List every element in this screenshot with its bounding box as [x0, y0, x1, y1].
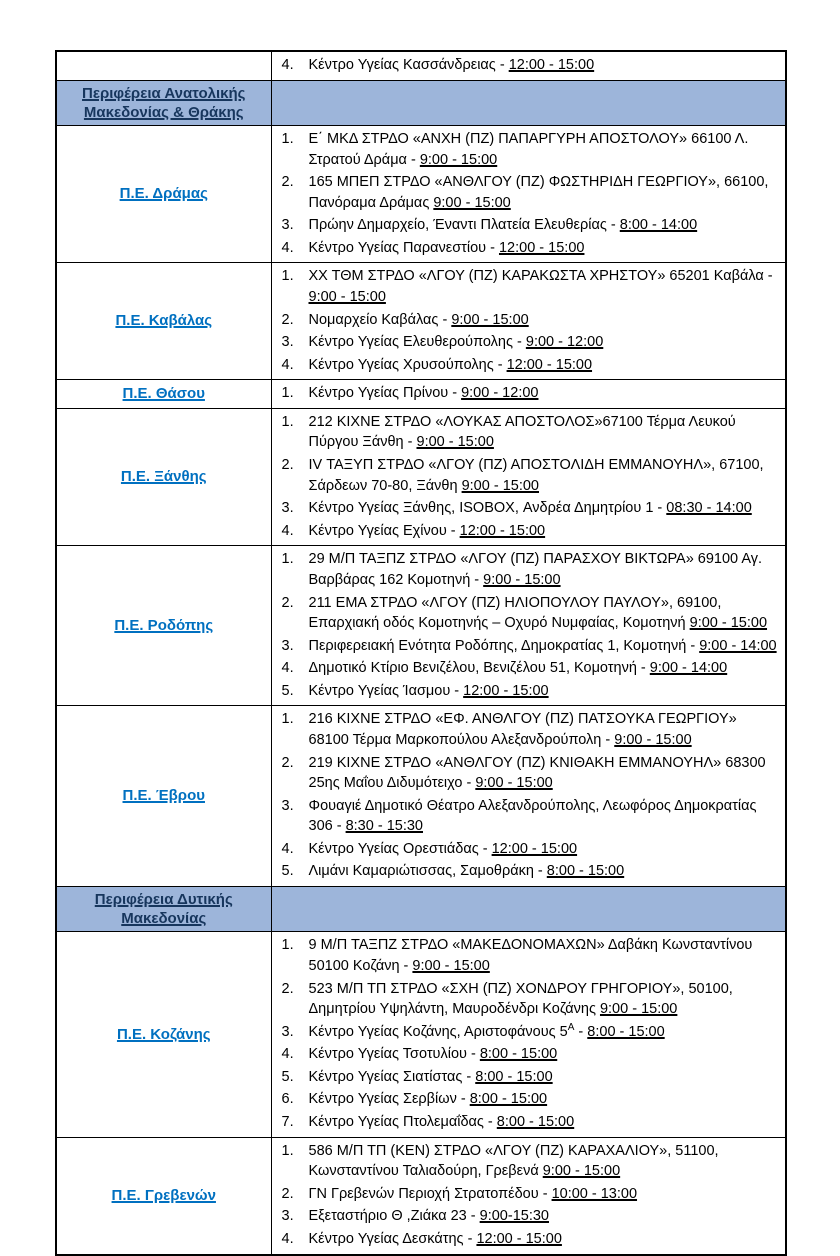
- site-item: [282, 171, 778, 214]
- site-text: IV ΤΑΞΥΠ ΣΤΡΔΟ «ΛΓΟΥ (ΠΖ) ΑΠΟΣΤΟΛΙΔΗ ΕΜΜΑΝΟΥΗΛ», 67100, Σάρδεων 70-80, Ξάνθη 9:00 - 15:00: [308, 457, 764, 494]
- site-item: [282, 382, 778, 405]
- site-hours: 8:30 - 15:30: [345, 818, 423, 835]
- site-text: 211 ΕΜΑ ΣΤΡΔΟ «ΛΓΟΥ (ΠΖ) ΗΛΙΟΠΟΥΛΟΥ ΠΑΥΛΟΥ», 69100, Επαρχιακή οδός Κομοτηνής – Οχυρό Νυμφαίας, Κομοτηνή 9:00 - 15:00: [308, 594, 768, 632]
- site-text: Κέντρο Υγείας Ίασμου - 12:00 - 15:00: [308, 682, 549, 699]
- site-number: 3.: [281, 500, 294, 517]
- site-item: [282, 309, 778, 332]
- site-hours: 9:00 - 12:00: [461, 385, 539, 402]
- site-hours: 9:00 - 15:00: [416, 434, 494, 451]
- region-link[interactable]: Π.Ε. Ξάνθης: [120, 468, 207, 486]
- region-row: [56, 546, 786, 706]
- site-hours: 9:00 - 15:00: [412, 957, 490, 974]
- site-hours: 12:00 - 15:00: [476, 1230, 562, 1247]
- site-item: [282, 860, 778, 883]
- region-row: [56, 706, 786, 887]
- site-number: 6.: [281, 1091, 294, 1108]
- site-number: 2.: [281, 754, 294, 771]
- site-hours: 10:00 - 13:00: [551, 1185, 638, 1202]
- site-number: 1.: [281, 551, 294, 568]
- site-hours: 9:00 - 15:00: [483, 571, 561, 588]
- region-header-cell-spacer: [271, 80, 786, 125]
- region-name-cell: [56, 408, 271, 545]
- site-item: [282, 1183, 778, 1206]
- site-item: [282, 934, 778, 977]
- site-text: Εξεταστήριο Θ ,Ζιάκα 23 - 9:00-15:30: [308, 1208, 549, 1225]
- site-list: [271, 1137, 786, 1254]
- site-number: 1.: [281, 413, 294, 430]
- site-text: Κέντρο Υγείας Ελευθερούπολης - 9:00 - 12:00: [308, 334, 604, 351]
- site-item: [282, 331, 778, 354]
- site-number: 5.: [281, 863, 294, 880]
- site-list: [271, 408, 786, 545]
- site-text: Κέντρο Υγείας Τσοτυλίου - 8:00 - 15:00: [308, 1046, 558, 1063]
- site-number: 2.: [281, 174, 294, 191]
- site-list: [271, 380, 786, 409]
- region-name-cell: [56, 125, 271, 262]
- region-name-cell: [56, 546, 271, 706]
- region-name-cell: [56, 932, 271, 1137]
- site-text: Νομαρχείο Καβάλας - 9:00 - 15:00: [308, 311, 529, 328]
- site-number: 1.: [281, 711, 294, 728]
- site-text: Πρώην Δημαρχείο, Έναντι Πλατεία Ελευθερίας - 8:00 - 14:00: [308, 217, 698, 234]
- site-text: ΧΧ ΤΘΜ ΣΤΡΔΟ «ΛΓΟΥ (ΠΖ) ΚΑΡΑΚΩΣΤΑ ΧΡΗΣΤΟΥ» 65201 Καβάλα - 9:00 - 15:00: [308, 268, 773, 305]
- site-number: 2.: [281, 980, 294, 997]
- site-text: Δημοτικό Κτίριο Βενιζέλου, Βενιζέλου 51, Κομοτηνή - 9:00 - 14:00: [308, 660, 728, 677]
- site-item: [282, 657, 778, 680]
- site-list: [271, 263, 786, 380]
- region-header-cell: [56, 80, 271, 125]
- site-hours: 9:00 - 15:00: [308, 289, 386, 305]
- region-link[interactable]: Π.Ε. Γρεβενών: [111, 1186, 216, 1204]
- region-name-cell: [56, 1137, 271, 1254]
- site-number: 4.: [281, 522, 294, 539]
- region-row: [56, 932, 786, 1137]
- site-text: 212 ΚΙΧΝΕ ΣΤΡΔΟ «ΛΟΥΚΑΣ ΑΠΟΣΤΟΛΟΣ»67100 Τέρμα Λευκού Πύργου Ξάνθη - 9:00 - 15:00: [308, 413, 736, 451]
- region-header-label: Περιφέρεια Δυτικής Μακεδονίας: [94, 891, 233, 928]
- region-name-cell: [56, 380, 271, 409]
- site-hours: 8:00 - 15:00: [469, 1091, 548, 1108]
- site-hours: 12:00 - 15:00: [508, 57, 595, 73]
- site-text: Κέντρο Υγείας Παρανεστίου - 12:00 - 15:00: [308, 239, 585, 256]
- site-item: [282, 708, 778, 751]
- site-hours: 9:00 - 15:00: [433, 194, 511, 211]
- site-number: 2.: [281, 594, 294, 611]
- site-item: [282, 1066, 778, 1089]
- site-number: 2.: [281, 457, 294, 474]
- site-text: Περιφερειακή Ενότητα Ροδόπης, Δημοκρατίας 1, Κομοτηνή - 9:00 - 14:00: [308, 637, 777, 654]
- site-item: [282, 795, 778, 838]
- region-name-cell: [56, 51, 271, 80]
- site-number: 7.: [281, 1114, 294, 1131]
- site-text: Κέντρο Υγείας Πτολεμαΐδας - 8:00 - 15:00: [308, 1114, 575, 1131]
- site-item: [282, 1111, 778, 1134]
- site-text: Λιμάνι Καμαριώτισσας, Σαμοθράκη - 8:00 - 15:00: [308, 863, 625, 880]
- site-text: 523 Μ/Π ΤΠ ΣΤΡΔΟ «ΣΧΗ (ΠΖ) ΧΟΝΔΡΟΥ ΓΡΗΓΟΡΙΟΥ», 50100, Δημητρίου Υψηλάντη, Μαυροδένδρι Κοζάνης 9:00 - 15:00: [308, 980, 733, 1018]
- site-number: 4.: [281, 57, 294, 73]
- site-number: 4.: [281, 239, 294, 256]
- site-hours: 08:30 - 14:00: [666, 500, 752, 517]
- site-item: [282, 635, 778, 658]
- site-list: [271, 706, 786, 887]
- site-item: [282, 497, 778, 520]
- site-item: [282, 265, 778, 308]
- site-item: [282, 1021, 778, 1044]
- site-list: [271, 125, 786, 262]
- site-number: 4.: [281, 1230, 294, 1247]
- site-number: 3.: [281, 637, 294, 654]
- site-text: 216 ΚΙΧΝΕ ΣΤΡΔΟ «ΕΦ. ΑΝΘΛΓΟΥ (ΠΖ) ΠΑΤΣΟΥΚΑ ΓΕΩΡΓΙΟΥ» 68100 Τέρμα Μαρκοπούλου Αλεξανδρούπολη - 9:00 - 15:00: [308, 711, 737, 748]
- region-header-row: [56, 887, 786, 932]
- site-hours: 8:00 - 15:00: [496, 1114, 575, 1131]
- site-text: 29 Μ/Π ΤΑΞΠΖ ΣΤΡΔΟ «ΛΓΟΥ (ΠΖ) ΠΑΡΑΣΧΟΥ ΒΙΚΤΩΡΑ» 69100 Αγ. Βαρβάρας 162 Κομοτηνή - 9:00 - 15:00: [308, 551, 763, 588]
- site-number: 1.: [281, 1142, 294, 1159]
- site-list: [271, 51, 786, 80]
- site-text: Κέντρο Υγείας Χρυσούπολης - 12:00 - 15:00: [308, 356, 593, 373]
- region-header-row: [56, 80, 786, 125]
- site-text: Κέντρο Υγείας Σερβίων - 8:00 - 15:00: [308, 1091, 548, 1108]
- region-row: [56, 263, 786, 380]
- site-number: 1.: [281, 385, 294, 402]
- site-text: Κέντρο Υγείας Πρίνου - 9:00 - 12:00: [308, 385, 539, 402]
- site-item: [282, 1043, 778, 1066]
- site-number: 1.: [281, 268, 294, 285]
- site-item: [282, 1140, 778, 1183]
- site-hours: 9:00 - 15:00: [419, 151, 498, 168]
- site-item: [282, 454, 778, 497]
- site-item: [282, 978, 778, 1021]
- site-text: 586 Μ/Π ΤΠ (ΚΕΝ) ΣΤΡΔΟ «ΛΓΟΥ (ΠΖ) ΚΑΡΑΧΑΛΙΟΥ», 51100, Κωνσταντίνου Ταλιαδούρη, Γρεβενά 9:00 - 15:00: [308, 1142, 719, 1180]
- site-number: 5.: [281, 1068, 294, 1085]
- site-number: 3.: [281, 1023, 294, 1040]
- site-hours: 8:00 - 14:00: [619, 217, 698, 234]
- site-hours: 9:00 - 15:00: [542, 1163, 621, 1180]
- site-text: 9 Μ/Π ΤΑΞΠΖ ΣΤΡΔΟ «ΜΑΚΕΔΟΝΟΜΑΧΩΝ» Δαβάκη Κωνσταντίνου 50100 Κοζάνη - 9:00 - 15:00: [308, 937, 753, 974]
- site-item: [282, 214, 778, 237]
- site-item: [282, 237, 778, 260]
- site-hours: 12:00 - 15:00: [498, 239, 585, 256]
- site-hours: 9:00 - 15:00: [689, 615, 768, 632]
- site-number: 1.: [281, 130, 294, 147]
- site-hours: 9:00 - 12:00: [525, 334, 604, 351]
- site-item: [282, 592, 778, 635]
- region-header-cell-spacer: [271, 887, 786, 932]
- site-number: 3.: [281, 217, 294, 234]
- region-link[interactable]: Π.Ε. Έβρου: [122, 787, 205, 805]
- region-row: [56, 51, 786, 80]
- site-text: Φουαγιέ Δημοτικό Θέατρο Αλεξανδρούπολης, Λεωφόρος Δημοκρατίας 306 - 8:30 - 15:30: [308, 797, 757, 835]
- regions-table-body: [56, 51, 786, 1255]
- region-name-cell: [56, 263, 271, 380]
- site-hours: 8:00 - 15:00: [587, 1023, 665, 1040]
- site-hours: 9:00 - 14:00: [649, 660, 728, 677]
- site-item: [282, 128, 778, 171]
- site-item: [282, 1205, 778, 1228]
- site-hours: 8:00 - 15:00: [546, 863, 625, 880]
- site-item: [282, 680, 778, 703]
- site-text: 219 ΚΙΧΝΕ ΣΤΡΔΟ «ΑΝΘΛΓΟΥ (ΠΖ) ΚΝΙΘΑΚΗ ΕΜΜΑΝΟΥΗΛ» 68300 25ης Μαΐου Διδυμότειχο - 9:00 - 15:00: [308, 754, 766, 792]
- site-hours: 8:00 - 15:00: [479, 1046, 558, 1063]
- site-number: 3.: [281, 797, 294, 814]
- site-item: [282, 520, 778, 543]
- site-list: [271, 932, 786, 1137]
- site-number: 3.: [281, 1208, 294, 1225]
- site-text: ΓΝ Γρεβενών Περιοχή Στρατοπέδου - 10:00 - 13:00: [308, 1185, 638, 1202]
- site-item: [282, 354, 778, 377]
- site-number: 2.: [281, 311, 294, 328]
- region-header-label: Περιφέρεια Ανατολικής Μακεδονίας & Θράκης: [82, 84, 246, 121]
- site-hours: 9:00 - 15:00: [461, 477, 539, 494]
- site-number: 2.: [281, 1185, 294, 1202]
- site-text: Κέντρο Υγείας Δεσκάτης - 12:00 - 15:00: [308, 1230, 562, 1247]
- site-item: [282, 54, 778, 77]
- superscript: Α: [567, 1021, 575, 1033]
- site-text: Κέντρο Υγείας Κοζάνης, Αριστοφάνους $5^A$ - 8:00 - 15:00: [308, 1021, 665, 1040]
- region-row: [56, 380, 786, 409]
- site-text: 165 ΜΠΕΠ ΣΤΡΔΟ «ΑΝΘΛΓΟΥ (ΠΖ) ΦΩΣΤΗΡΙΔΗ ΓΕΩΡΓΙΟΥ», 66100, Πανόραμα Δράμας 9:00 - 15:00: [308, 174, 769, 211]
- region-link[interactable]: Π.Ε. Ροδόπης: [114, 616, 214, 634]
- site-hours: 12:00 - 15:00: [491, 840, 578, 857]
- site-item: [282, 548, 778, 591]
- site-number: 1.: [281, 937, 294, 954]
- site-hours: 8:00 - 15:00: [475, 1068, 553, 1085]
- site-number: 4.: [281, 840, 294, 857]
- region-link[interactable]: Π.Ε. Καβάλας: [115, 312, 213, 330]
- site-text: Κέντρο Υγείας Σιατίστας - 8:00 - 15:00: [308, 1068, 553, 1085]
- site-number: 4.: [281, 1046, 294, 1063]
- region-link[interactable]: Π.Ε. Κοζάνης: [116, 1025, 211, 1043]
- site-text: Κέντρο Υγείας Ξάνθης, ISOBOX, Ανδρέα Δημητρίου 1 - 08:30 - 14:00: [308, 500, 752, 517]
- site-item: [282, 1088, 778, 1111]
- site-hours: 9:00-15:30: [479, 1208, 549, 1225]
- region-row: [56, 125, 786, 262]
- region-header-cell: [56, 887, 271, 932]
- site-hours: 9:00 - 15:00: [599, 1001, 678, 1018]
- site-hours: 9:00 - 15:00: [451, 311, 529, 328]
- site-item: [282, 752, 778, 795]
- site-text: Κέντρο Υγείας Εχίνου - 12:00 - 15:00: [308, 522, 546, 539]
- site-number: 4.: [281, 660, 294, 677]
- site-number: 3.: [281, 334, 294, 351]
- site-text: Κέντρο Υγείας Κασσάνδρειας - 12:00 - 15:00: [308, 57, 595, 73]
- site-hours: 9:00 - 15:00: [475, 775, 553, 792]
- site-item: [282, 411, 778, 454]
- site-item: [282, 1228, 778, 1251]
- region-row: [56, 408, 786, 545]
- region-link[interactable]: Π.Ε. Θάσου: [122, 385, 205, 403]
- site-list: [271, 546, 786, 706]
- site-number: 5.: [281, 682, 294, 699]
- regions-table: [55, 50, 787, 1256]
- site-hours: 12:00 - 15:00: [463, 682, 549, 699]
- site-hours: 12:00 - 15:00: [506, 356, 593, 373]
- site-text: Κέντρο Υγείας Ορεστιάδας - 12:00 - 15:00: [308, 840, 578, 857]
- region-link[interactable]: Π.Ε. Δράμας: [119, 185, 208, 203]
- site-hours: 9:00 - 14:00: [699, 637, 777, 654]
- site-number: 4.: [281, 356, 294, 373]
- site-hours: 12:00 - 15:00: [459, 522, 546, 539]
- site-text: Ε΄ ΜΚΔ ΣΤΡΔΟ «ΑΝΧΗ (ΠΖ) ΠΑΠΑΡΓΥΡΗ ΑΠΟΣΤΟΛΟΥ» 66100 Λ. Στρατού Δράμα - 9:00 - 15:00: [308, 130, 749, 168]
- site-item: [282, 838, 778, 861]
- site-hours: 9:00 - 15:00: [614, 731, 692, 748]
- region-name-cell: [56, 706, 271, 887]
- region-row: [56, 1137, 786, 1254]
